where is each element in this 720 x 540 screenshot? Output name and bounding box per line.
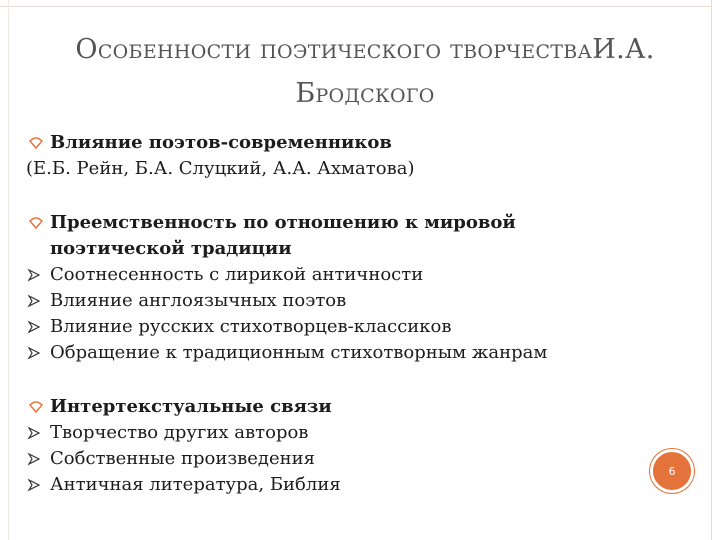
slide-number-badge [650,449,694,493]
section-heading [26,130,696,156]
list-item [26,472,696,498]
slide-top-border [0,0,712,7]
arrow-bullet-icon [26,288,46,314]
arrow-bullet-icon [26,472,46,498]
list-item [26,288,696,314]
slide-left-border [8,0,9,540]
list-item-text: Влияние русских стихотворцев-классиков [50,316,452,337]
arrow-bullet-icon [26,420,46,446]
section-subtext-text: (Е.Б. Рейн, Б.А. Слуцкий, А.А. Ахматова) [26,158,415,179]
list-item [26,314,696,340]
section-contemporaries [26,130,696,182]
slide-title-line2: Бродского [295,78,435,109]
arrow-bullet-icon [26,314,46,340]
list-item [26,340,696,366]
section-heading [26,210,696,236]
open-diamond-bullet-icon [26,394,46,420]
open-diamond-bullet-icon [26,210,46,236]
slide-title-line1: Особенности поэтического творчестваИ.А. [75,34,655,65]
section-heading-continued: поэтической традиции [50,238,292,259]
arrow-bullet-icon [26,340,46,366]
list-item-text: Творчество других авторов [50,422,309,443]
arrow-bullet-icon [26,446,46,472]
list-item-text: Античная литература, Библия [50,474,341,495]
section-tradition [26,210,696,366]
section-heading [26,394,696,420]
arrow-bullet-icon [26,262,46,288]
open-diamond-bullet-icon [26,130,46,156]
list-item [26,420,696,446]
section-heading-text: Влияние поэтов-современников [50,132,392,153]
slide-right-border [711,0,712,540]
list-item [26,446,696,472]
list-item-text: Влияние англоязычных поэтов [50,290,347,311]
slide-title [20,28,710,116]
list-item [26,262,696,288]
list-item-text: Обращение к традиционным стихотворным жанрам [50,342,548,363]
section-intertextuality [26,394,696,498]
list-item-text: Соотнесенность с лирикой античности [50,264,424,285]
slide-number-text: 6 [668,464,676,478]
section-heading-text: Интертекстуальные связи [50,396,332,417]
list-item-text: Собственные произведения [50,448,316,469]
section-heading-text: Преемственность по отношению к мировой [50,212,516,233]
section-subtext [26,156,696,182]
